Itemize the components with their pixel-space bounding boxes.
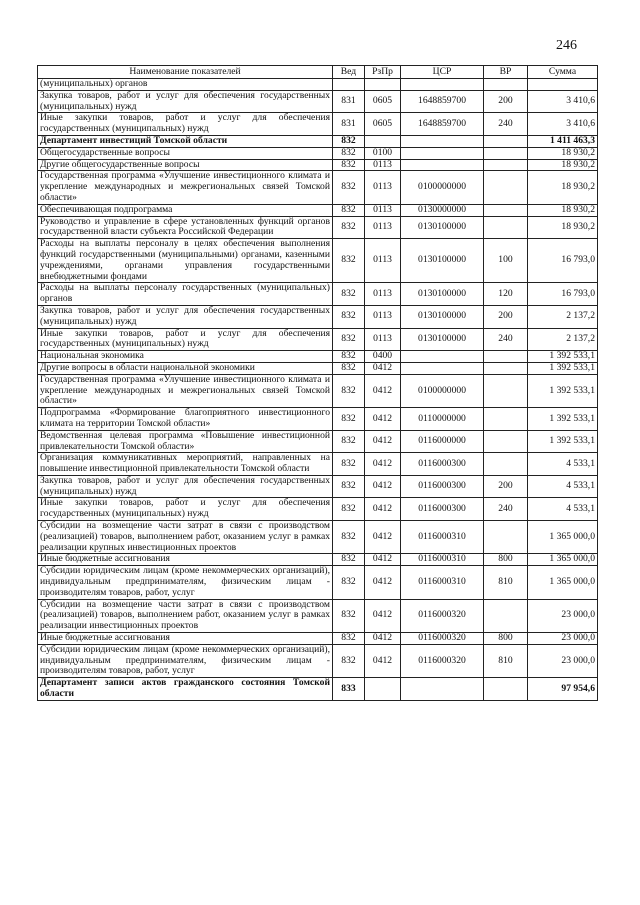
cell-vr: 120 [484,283,528,306]
cell-csr: 0130000000 [401,204,484,216]
cell-name: Общегосударственные вопросы [38,147,333,159]
cell-ved: 832 [333,159,365,171]
cell-sum: 1 392 533,1 [528,430,598,453]
cell-name: Субсидии юридическим лицам (кроме некоммерческих организаций), индивидуальным предпринимателям, физическим лицам - производителям товаров, работ, услуг [38,644,333,677]
cell-vr [484,171,528,204]
cell-rzpr: 0412 [365,430,401,453]
header-sum: Сумма [528,66,598,79]
cell-csr: 0130100000 [401,305,484,328]
cell-name: (муниципальных) органов [38,79,333,91]
cell-csr: 0116000320 [401,599,484,632]
cell-rzpr: 0113 [365,239,401,283]
cell-ved: 832 [333,633,365,645]
table-row [38,204,598,216]
cell-name: Иные закупки товаров, работ и услуг для обеспечения государственных (муниципальных) нужд [38,498,333,521]
cell-sum: 1 392 533,1 [528,351,598,363]
cell-name: Закупка товаров, работ и услуг для обеспечения государственных (муниципальных) нужд [38,475,333,498]
cell-vr [484,599,528,632]
table-row [38,521,598,554]
cell-vr [484,430,528,453]
cell-ved: 832 [333,475,365,498]
cell-vr [484,408,528,431]
cell-rzpr: 0412 [365,599,401,632]
table-row [38,328,598,351]
table-row [38,633,598,645]
cell-name: Государственная программа «Улучшение инвестиционного климата и укрепление международных и межрегиональных связей Томской области» [38,171,333,204]
cell-rzpr: 0412 [365,554,401,566]
cell-name: Иные закупки товаров, работ и услуг для обеспечения государственных (муниципальных) нужд [38,113,333,136]
cell-ved: 833 [333,678,365,701]
cell-vr [484,351,528,363]
table-row [38,239,598,283]
cell-ved: 832 [333,408,365,431]
cell-name: Национальная экономика [38,351,333,363]
cell-vr: 800 [484,554,528,566]
cell-csr: 0130100000 [401,239,484,283]
cell-csr: 0116000320 [401,644,484,677]
table-row [38,599,598,632]
cell-rzpr: 0113 [365,305,401,328]
table-row [38,362,598,374]
cell-rzpr: 0605 [365,113,401,136]
cell-csr: 0116000320 [401,633,484,645]
cell-name: Руководство и управление в сфере установленных функций органов государственной власти субъекта Российской Федерации [38,216,333,239]
cell-ved: 832 [333,239,365,283]
cell-vr [484,362,528,374]
cell-sum: 18 930,2 [528,216,598,239]
cell-rzpr: 0412 [365,453,401,476]
cell-ved: 832 [333,453,365,476]
cell-sum: 23 000,0 [528,633,598,645]
cell-ved: 832 [333,171,365,204]
cell-csr [401,678,484,701]
cell-sum: 18 930,2 [528,204,598,216]
cell-name: Другие общегосударственные вопросы [38,159,333,171]
cell-rzpr: 0113 [365,204,401,216]
cell-name: Ведомственная целевая программа «Повышение инвестиционной привлекательности Томской области» [38,430,333,453]
table-row [38,79,598,91]
cell-csr [401,79,484,91]
cell-sum: 4 533,1 [528,453,598,476]
cell-ved: 832 [333,351,365,363]
cell-ved [333,79,365,91]
cell-csr: 0116000300 [401,453,484,476]
cell-rzpr: 0412 [365,644,401,677]
cell-rzpr [365,678,401,701]
table-row [38,90,598,113]
cell-rzpr: 0412 [365,475,401,498]
cell-sum: 1 365 000,0 [528,554,598,566]
cell-csr: 0130100000 [401,283,484,306]
cell-rzpr: 0605 [365,90,401,113]
cell-vr [484,135,528,147]
table-row [38,159,598,171]
cell-rzpr: 0100 [365,147,401,159]
cell-csr: 0116000310 [401,566,484,599]
table-row [38,135,598,147]
cell-vr: 240 [484,113,528,136]
cell-rzpr: 0113 [365,159,401,171]
cell-name: Подпрограмма «Формирование благоприятного инвестиционного климата на территории Томской области» [38,408,333,431]
cell-csr: 1648859700 [401,90,484,113]
cell-csr: 0130100000 [401,328,484,351]
cell-name: Субсидии юридическим лицам (кроме некоммерческих организаций), индивидуальным предпринимателям, физическим лицам - производителям товаров, работ, услуг [38,566,333,599]
cell-name: Организация коммуникативных мероприятий, направленных на повышение инвестиционной привлекательности Томской области [38,453,333,476]
table-row [38,566,598,599]
cell-csr [401,135,484,147]
cell-ved: 832 [333,374,365,407]
cell-name: Обеспечивающая подпрограмма [38,204,333,216]
cell-name: Иные бюджетные ассигнования [38,554,333,566]
cell-ved: 832 [333,305,365,328]
table-row [38,374,598,407]
cell-sum: 18 930,2 [528,159,598,171]
cell-ved: 831 [333,90,365,113]
cell-sum [528,79,598,91]
cell-ved: 832 [333,283,365,306]
cell-sum: 23 000,0 [528,644,598,677]
cell-ved: 832 [333,204,365,216]
cell-name: Расходы на выплаты персоналу в целях обеспечения выполнения функций государственными (муниципальными) органами, казенными учреждениями, органами управления государственными внебюджетными фондами [38,239,333,283]
cell-rzpr: 0113 [365,171,401,204]
cell-vr [484,521,528,554]
cell-sum: 16 793,0 [528,239,598,283]
cell-csr: 0116000310 [401,521,484,554]
cell-name: Другие вопросы в области национальной экономики [38,362,333,374]
cell-ved: 832 [333,328,365,351]
cell-ved: 832 [333,554,365,566]
cell-sum: 1 411 463,3 [528,135,598,147]
cell-csr [401,351,484,363]
cell-rzpr: 0400 [365,351,401,363]
cell-vr [484,79,528,91]
cell-rzpr: 0412 [365,566,401,599]
table-row [38,554,598,566]
header-ved: Вед [333,66,365,79]
cell-rzpr [365,79,401,91]
cell-sum: 16 793,0 [528,283,598,306]
table-row [38,453,598,476]
cell-sum: 2 137,2 [528,305,598,328]
cell-sum: 18 930,2 [528,171,598,204]
cell-ved: 832 [333,644,365,677]
cell-ved: 832 [333,362,365,374]
table-row [38,408,598,431]
cell-sum: 1 365 000,0 [528,521,598,554]
cell-rzpr: 0412 [365,498,401,521]
cell-vr: 200 [484,305,528,328]
cell-sum: 1 365 000,0 [528,566,598,599]
cell-rzpr: 0113 [365,216,401,239]
cell-sum: 1 392 533,1 [528,374,598,407]
table-row [38,498,598,521]
table-row [38,644,598,677]
cell-csr: 0116000300 [401,475,484,498]
table-header-row [38,66,598,79]
cell-ved: 832 [333,566,365,599]
table-row [38,351,598,363]
cell-sum: 18 930,2 [528,147,598,159]
cell-name: Государственная программа «Улучшение инвестиционного климата и укрепление международных и межрегиональных связей Томской области» [38,374,333,407]
cell-vr [484,147,528,159]
cell-csr: 0116000000 [401,430,484,453]
header-csr: ЦСР [401,66,484,79]
cell-vr: 810 [484,644,528,677]
cell-rzpr: 0412 [365,521,401,554]
cell-csr: 0116000300 [401,498,484,521]
cell-sum: 1 392 533,1 [528,408,598,431]
cell-ved: 832 [333,216,365,239]
cell-sum: 4 533,1 [528,498,598,521]
cell-ved: 832 [333,521,365,554]
cell-rzpr: 0412 [365,362,401,374]
cell-ved: 832 [333,599,365,632]
cell-vr [484,374,528,407]
cell-sum: 1 392 533,1 [528,362,598,374]
cell-name: Субсидии на возмещение части затрат в связи с производством (реализацией) товаров, выполнением работ, оказанием услуг в рамках реализации крупных инвестиционных проектов [38,521,333,554]
table-row [38,216,598,239]
table-row [38,430,598,453]
header-name: Наименование показателей [38,66,333,79]
cell-csr: 1648859700 [401,113,484,136]
cell-ved: 832 [333,430,365,453]
cell-sum: 3 410,6 [528,113,598,136]
cell-vr: 200 [484,90,528,113]
cell-ved: 832 [333,498,365,521]
table-row [38,283,598,306]
cell-vr [484,204,528,216]
budget-table [37,65,598,701]
cell-rzpr: 0412 [365,374,401,407]
table-row [38,678,598,701]
cell-csr: 0116000310 [401,554,484,566]
cell-csr [401,362,484,374]
cell-name: Закупка товаров, работ и услуг для обеспечения государственных (муниципальных) нужд [38,90,333,113]
cell-name: Субсидии на возмещение части затрат в связи с производством (реализацией) товаров, выполнением работ, оказанием услуг в рамках реализации инвестиционных проектов [38,599,333,632]
cell-csr: 0100000000 [401,171,484,204]
cell-vr: 100 [484,239,528,283]
cell-sum: 4 533,1 [528,475,598,498]
cell-vr: 240 [484,498,528,521]
cell-vr: 200 [484,475,528,498]
cell-name: Иные закупки товаров, работ и услуг для обеспечения государственных (муниципальных) нужд [38,328,333,351]
table-row [38,147,598,159]
cell-name: Иные бюджетные ассигнования [38,633,333,645]
table-row [38,475,598,498]
cell-rzpr: 0113 [365,328,401,351]
cell-ved: 832 [333,147,365,159]
cell-rzpr [365,135,401,147]
cell-sum: 3 410,6 [528,90,598,113]
header-rzpr: РзПр [365,66,401,79]
cell-csr [401,147,484,159]
cell-ved: 832 [333,135,365,147]
cell-vr: 810 [484,566,528,599]
table-row [38,305,598,328]
cell-name: Расходы на выплаты персоналу государственных (муниципальных) органов [38,283,333,306]
header-vr: ВР [484,66,528,79]
cell-name: Закупка товаров, работ и услуг для обеспечения государственных (муниципальных) нужд [38,305,333,328]
cell-rzpr: 0113 [365,283,401,306]
cell-vr [484,159,528,171]
cell-vr [484,453,528,476]
cell-csr: 0130100000 [401,216,484,239]
cell-csr [401,159,484,171]
cell-vr [484,216,528,239]
cell-vr: 240 [484,328,528,351]
cell-csr: 0100000000 [401,374,484,407]
cell-vr [484,678,528,701]
cell-ved: 831 [333,113,365,136]
cell-rzpr: 0412 [365,408,401,431]
cell-sum: 23 000,0 [528,599,598,632]
page-number: 246 [556,38,577,53]
cell-sum: 2 137,2 [528,328,598,351]
cell-rzpr: 0412 [365,633,401,645]
cell-vr: 800 [484,633,528,645]
cell-sum: 97 954,6 [528,678,598,701]
table-row [38,113,598,136]
cell-csr: 0110000000 [401,408,484,431]
table-row [38,171,598,204]
cell-name: Департамент инвестиций Томской области [38,135,333,147]
cell-name: Департамент записи актов гражданского состояния Томской области [38,678,333,701]
